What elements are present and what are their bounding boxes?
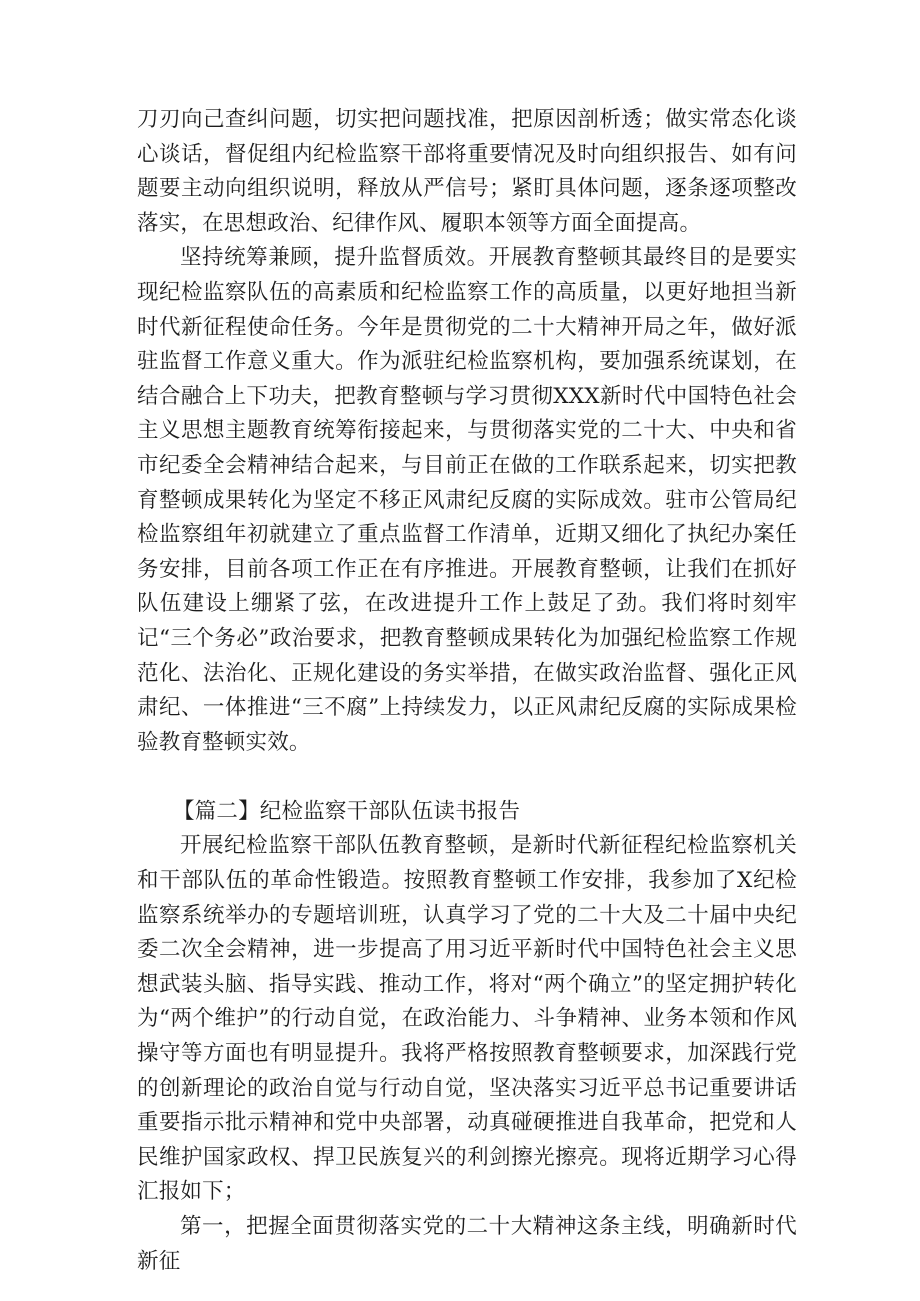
paragraph-first-point: 第一，把握全面贯彻落实党的二十大精神这条主线，明确新时代新征 bbox=[137, 1214, 797, 1274]
paragraph-supervision-quality: 坚持统筹兼顾，提升监督质效。开展教育整顿其最终目的是要实现纪检监察队伍的高素质和纪检监察工作的高质量，以更好地担当新时代新征程使命任务。今年是贯彻党的二十大精神开局之年，做好派驻监督工作意义重大。作为派驻纪检监察机构，要加强系统谋划，在结合融合上下功夫，把教育整顿与学习贯彻XXX新时代中国特色社会主义思想主题教育统筹衔接起来，与贯彻落实党的二十大、中央和省市纪委全会精神结合起来，与目前正在做的工作联系起来，切实把教育整顿成果转化为坚定不移正风肃纪反腐的实际成效。驻市公管局纪检监察组年初就建立了重点监督工作清单，近期又细化了执纪办案任务安排，目前各项工作正在有序推进。开展教育整顿，让我们在抓好队伍建设上绷紧了弦，在改进提升工作上鼓足了劲。我们将时刻牢记“三个务必”政治要求，把教育整顿成果转化为加强纪检监察工作规范化、法治化、正规化建设的务实举措，在做实政治监督、强化正风肃纪、一体推进“三不腐”上持续发力，以正风肃纪反腐的实际成果检验教育整顿实效。 bbox=[137, 245, 797, 755]
paragraph-report-intro: 开展纪检监察干部队伍教育整顿，是新时代新征程纪检监察机关和干部队伍的革命性锻造。按照教育整顿工作安排，我参加了X纪检监察系统举办的专题培训班，认真学习了党的二十大及二十届中央纪委二次全会精神，进一步提高了用习近平新时代中国特色社会主义思想武装头脑、指导实践、推动工作，将对“两个确立”的坚定拥护转化为“两个维护”的行动自觉，在政治能力、斗争精神、业务本领和作风操守等方面也有明显提升。我将严格按照教育整顿要求，加深践行党的创新理论的政治自觉与行动自觉，坚决落实习近平总书记重要讲话重要指示批示精神和党中央部署，动真碰硬推进自我革命，把党和人民维护国家政权、捍卫民族复兴的利剑擦光擦亮。现将近期学习心得汇报如下； bbox=[137, 833, 797, 1205]
paragraph-spacer bbox=[137, 760, 797, 795]
section-heading: 【篇二】纪检监察干部队伍读书报告 bbox=[173, 798, 521, 824]
paragraph-continuation: 刀刃向己查纠问题，切实把问题找准，把原因剖析透；做实常态化谈心谈话，督促组内纪检监察干部将重要情况及时向组织报告、如有问题要主动向组织说明，释放从严信号；紧盯具体问题，逐条逐项整改落实，在思想政治、纪律作风、履职本领等方面全面提高。 bbox=[137, 107, 797, 236]
document-body bbox=[137, 103, 797, 1279]
